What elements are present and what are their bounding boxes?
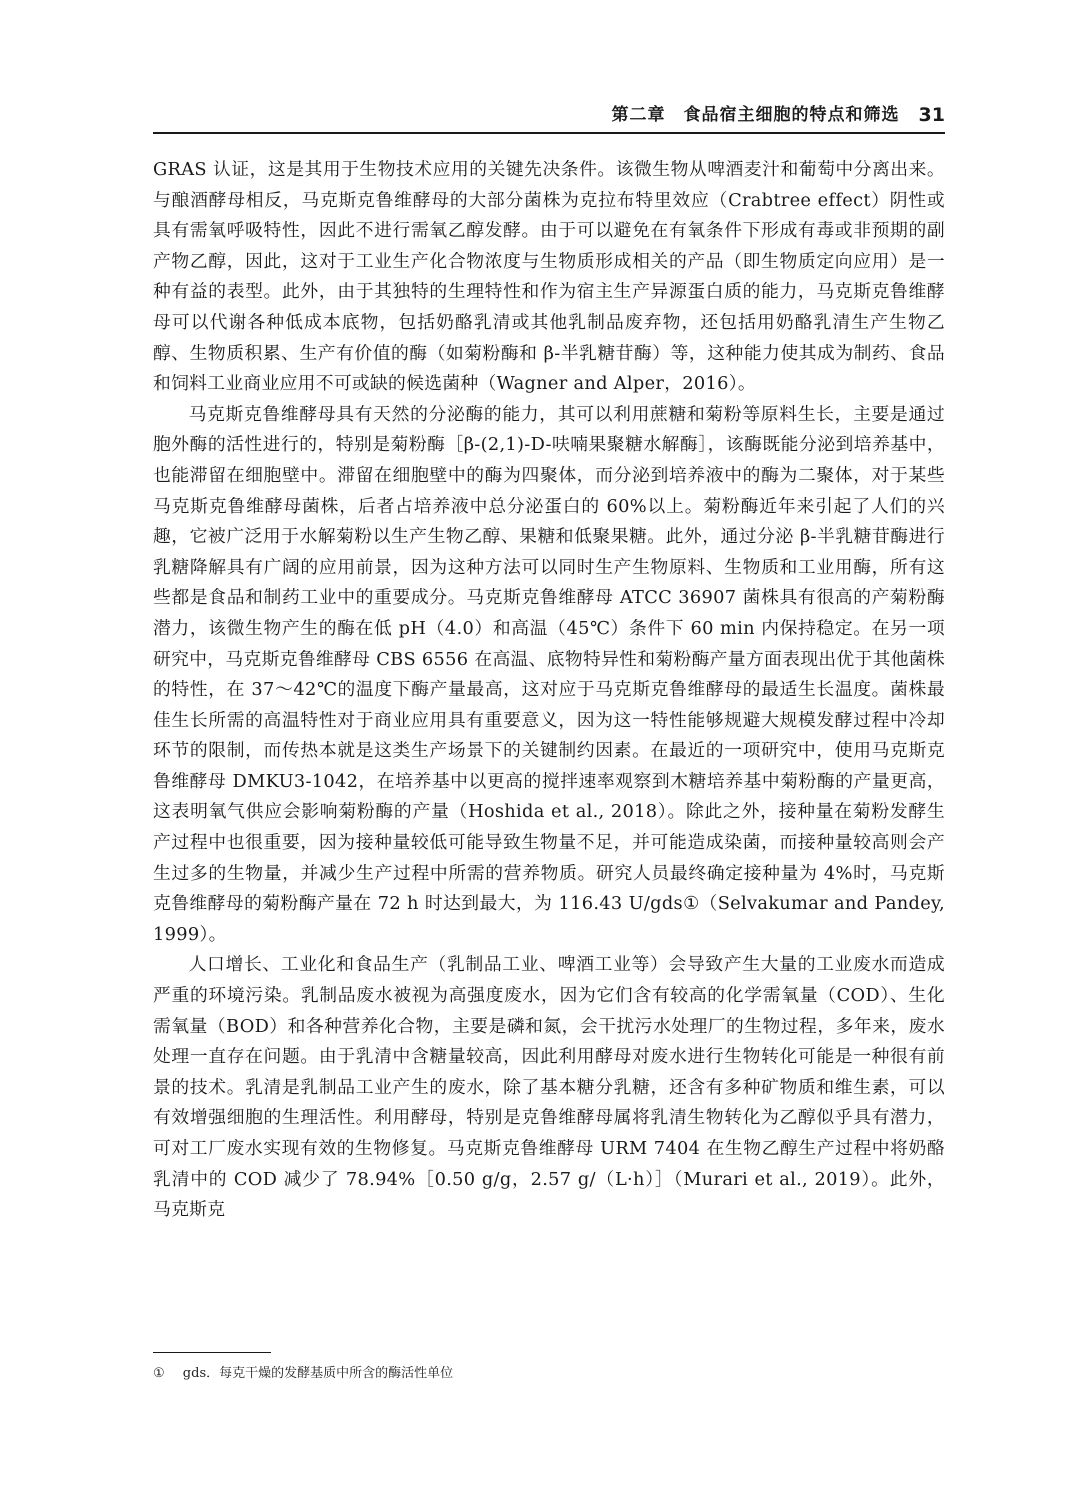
chapter-title: 第二章 食品宿主细胞的特点和筛选 [611,105,900,125]
paragraph-1: GRAS 认证，这是其用于生物技术应用的关键先决条件。该微生物从啤酒麦汁和葡萄中分离出来。与酿酒酵母相反，马克斯克鲁维酵母的大部分菌株为克拉布特里效应（Crabtree effect）阴性或具有需氧呼吸特性，因此不进行需氧乙醇发酵。由于可以避免在有氧条件下形成有毒或非预期的副产物乙醇，因此，这对于工业生产化合物浓度与生物质形成相关的产品（即生物质定向应用）是一种有益的表型。此外，由于其独特的生理特性和作为宿主生产异源蛋白质的能力，马克斯克鲁维酵母可以代谢各种低成本底物，包括奶酪乳清或其他乳制品废弃物，还包括用奶酪乳清生产生物乙醇、生物质积累、生产有价值的酶（如菊粉酶和 β-半乳糖苷酶）等，这种能力使其成为制药、食品和饲料工业商业应用不可或缺的候选菌种（Wagner and Alper，2016）。 [153,159,945,395]
running-header [153,100,945,134]
page-number: 31 [918,104,945,126]
footnote-text: gds．每克干燥的发酵基质中所含的酶活性单位 [182,1366,454,1381]
footnote-divider [153,1352,271,1353]
paragraph-2: 马克斯克鲁维酵母具有天然的分泌酶的能力，其可以利用蔗糖和菊粉等原料生长，主要是通过胞外酶的活性进行的，特别是菊粉酶［β-(2,1)-D-呋喃果聚糖水解酶］，该酶既能分泌到培养基中，也能滞留在细胞壁中。滞留在细胞壁中的酶为四聚体，而分泌到培养液中的酶为二聚体，对于某些马克斯克鲁维酵母菌株，后者占培养液中总分泌蛋白的 60%以上。菊粉酶近年来引起了人们的兴趣，它被广泛用于水解菊粉以生产生物乙醇、果糖和低聚果糖。此外，通过分泌 β-半乳糖苷酶进行乳糖降解具有广阔的应用前景，因为这种方法可以同时生产生物原料、生物质和工业用酶，所有这些都是食品和制药工业中的重要成分。马克斯克鲁维酵母 ATCC 36907 菌株具有很高的产菊粉酶潜力，该微生物产生的酶在低 pH（4.0）和高温（45℃）条件下 60 min 内保持稳定。在另一项研究中，马克斯克鲁维酵母 CBS 6556 在高温、底物特异性和菊粉酶产量方面表现出优于其他菌株的特性，在 37～42℃的温度下酶产量最高，这对应于马克斯克鲁维酵母的最适生长温度。菌株最佳生长所需的高温特性对于商业应用具有重要意义，因为这一特性能够规避大规模发酵过程中冷却环节的限制，而传热本就是这类生产场景下的关键制约因素。在最近的一项研究中，使用马克斯克鲁维酵母 DMKU3-1042，在培养基中以更高的搅拌速率观察到木糖培养基中菊粉酶的产量更高，这表明氧气供应会影响菊粉酶的产量（Hoshida et al., 2018）。除此之外，接种量在菊粉发酵生产过程中也很重要，因为接种量较低可能导致生物量不足，并可能造成染菌，而接种量较高则会产生过多的生物量，并减少生产过程中所需的营养物质。研究人员最终确定接种量为 4%时，马克斯克鲁维酵母的菊粉酶产量在 72 h 时达到最大，为 116.43 U/gds①（Selvakumar and Pandey, 1999）。 [153,403,945,945]
footnote [153,1364,945,1384]
body-text [153,155,945,1226]
footnote-marker: ① [153,1366,165,1381]
paragraph-3: 人口增长、工业化和食品生产（乳制品工业、啤酒工业等）会导致产生大量的工业废水而造成严重的环境污染。乳制品废水被视为高强度废水，因为它们含有较高的化学需氧量（COD）、生化需氧量（BOD）和各种营养化合物，主要是磷和氮，会干扰污水处理厂的生物过程，多年来，废水处理一直存在问题。由于乳清中含糖量较高，因此利用酵母对废水进行生物转化可能是一种很有前景的技术。乳清是乳制品工业产生的废水，除了基本糖分乳糖，还含有多种矿物质和维生素，可以有效增强细胞的生理活性。利用酵母，特别是克鲁维酵母属将乳清生物转化为乙醇似乎具有潜力，可对工厂废水实现有效的生物修复。马克斯克鲁维酵母 URM 7404 在生物乙醇生产过程中将奶酪乳清中的 COD 减少了 78.94%［0.50 g/g，2.57 g/（L·h）］（Murari et al., 2019）。此外，马克斯克 [153,954,945,1221]
